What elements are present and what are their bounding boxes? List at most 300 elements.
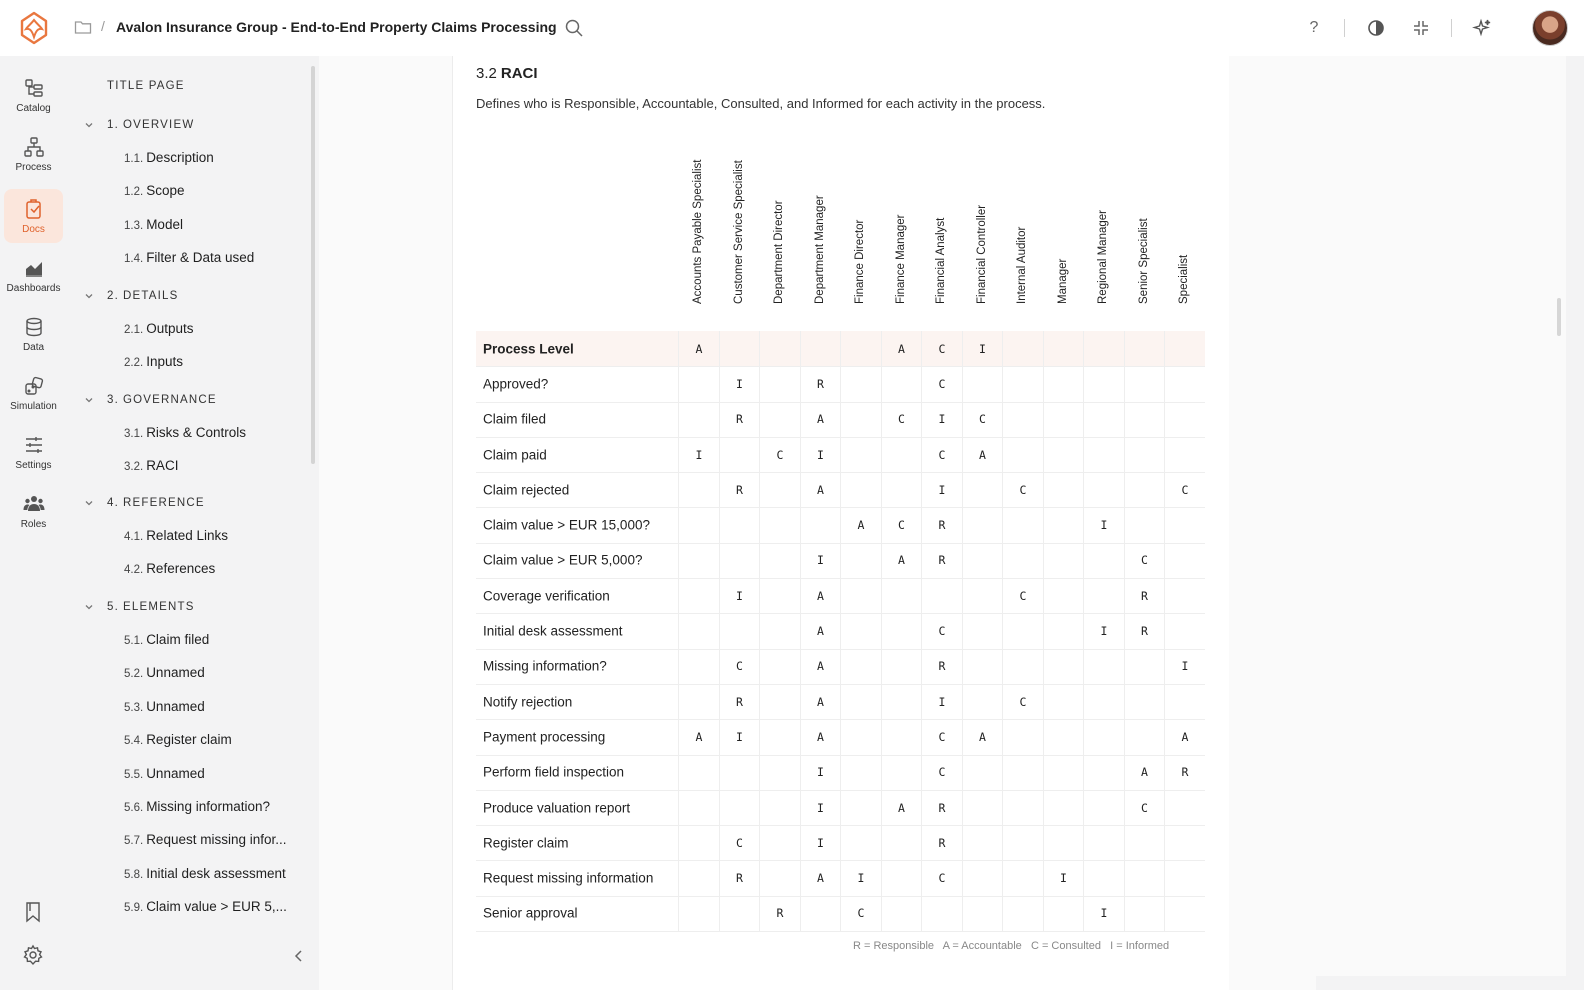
raci-cell [1043,402,1084,437]
raci-cell: C [921,861,962,896]
toc-item[interactable] [124,665,205,680]
raci-cell [1124,437,1165,472]
nav-label: Settings [15,459,52,471]
raci-cell: I [800,790,841,825]
raci-cell [1124,402,1165,437]
raci-cell [678,861,719,896]
process-icon [23,136,45,158]
nav-label: Dashboards [6,282,61,294]
raci-cell [881,684,922,719]
raci-cell [840,790,881,825]
raci-cell [1043,896,1084,931]
raci-row [476,755,1205,791]
raci-column-header [962,120,1002,316]
activity-label: Claim paid [483,447,547,463]
raci-cell [1083,719,1124,754]
toc-section-details[interactable] [107,290,178,302]
raci-row [476,896,1205,932]
raci-row [476,719,1205,755]
raci-cell [921,578,962,613]
raci-cell: C [840,896,881,931]
raci-row [476,331,1205,367]
raci-cell [840,402,881,437]
toc-section-label: OVERVIEW [123,119,195,131]
raci-cell [881,896,922,931]
toc-item-number: 5.6. [124,802,144,814]
raci-column-header [921,120,961,316]
toc-item[interactable] [124,699,205,714]
raci-cell [1164,366,1205,401]
raci-cell [962,508,1003,543]
toc-item-label: Unnamed [146,765,205,781]
toc-item-label: Model [146,216,183,232]
raci-cell [719,543,760,578]
raci-cell [1083,578,1124,613]
raci-row [476,508,1205,544]
raci-cell: C [719,649,760,684]
raci-column-header [1083,120,1123,316]
activity-label: Claim value > EUR 5,000? [483,552,643,568]
raci-cell [1043,825,1084,860]
toc-item[interactable] [124,832,287,847]
toc-item[interactable] [124,354,183,369]
raci-cell: I [719,366,760,401]
toc-item[interactable] [124,458,178,473]
raci-cell [1002,331,1043,366]
raci-cell [840,437,881,472]
role-name: Financial Analyst [935,217,947,304]
raci-cell: R [1164,755,1205,790]
chevron-down-icon[interactable] [84,395,94,408]
raci-cell: R [719,472,760,507]
raci-cell: I [921,684,962,719]
toc-item-label: Inputs [146,354,183,370]
raci-row [476,684,1205,720]
raci-cell [1124,649,1165,684]
toc-section-number: 2. [107,290,119,302]
raci-cell: R [719,402,760,437]
raci-cell [719,508,760,543]
raci-cell [1002,825,1043,860]
raci-cell: C [921,331,962,366]
raci-cell [759,684,800,719]
raci-cell: A [800,684,841,719]
page-scrollbar[interactable] [1557,298,1561,336]
toc-item-label: Scope [146,183,185,199]
raci-cell: A [678,719,719,754]
raci-cell [962,684,1003,719]
raci-cell [962,755,1003,790]
toc-item-number: 5.3. [124,701,144,714]
raci-cell: C [921,366,962,401]
toc-item[interactable] [124,799,270,814]
breadcrumb-separator: / [101,18,105,34]
raci-cell: C [881,508,922,543]
raci-cell [759,402,800,437]
toc-item-number: 2.1. [124,324,144,336]
raci-cell [1043,366,1084,401]
toc-section-elements[interactable] [107,601,195,613]
toc-section-governance[interactable] [107,394,217,406]
raci-cell [759,508,800,543]
raci-cell [678,402,719,437]
raci-cell [678,825,719,860]
raci-cell: C [921,613,962,648]
raci-cell [881,861,922,896]
raci-cell [881,719,922,754]
raci-cell: I [719,578,760,613]
raci-cell [962,896,1003,931]
toc-item[interactable] [124,250,254,265]
raci-cell [678,755,719,790]
raci-cell [800,331,841,366]
raci-column-header [800,120,840,316]
raci-cell [1043,508,1084,543]
raci-row [476,613,1205,649]
raci-cell [1043,472,1084,507]
nav-settings[interactable] [4,425,63,479]
raci-cell: A [881,790,922,825]
toc-item[interactable] [124,528,228,543]
raci-cell [719,613,760,648]
raci-cell [881,825,922,860]
app-logo-icon[interactable] [18,11,50,45]
raci-cell [1083,684,1124,719]
toc-item[interactable] [124,866,286,881]
activity-label: Approved? [483,376,549,392]
raci-cell: A [800,578,841,613]
toc-item-number: 5.5. [124,768,144,781]
raci-cell: A [800,719,841,754]
role-name: Finance Manager [894,214,907,304]
toc-item[interactable] [124,321,193,336]
raci-cell [1164,896,1205,931]
toc-item-number: 3.1. [124,428,144,440]
raci-cell [1083,543,1124,578]
raci-cell [1124,684,1165,719]
toc-item[interactable] [124,425,246,440]
role-name: Department Director [773,200,785,304]
raci-cell [962,472,1003,507]
raci-cell: I [1083,508,1124,543]
folder-icon[interactable] [74,19,92,35]
nav-dashboards[interactable] [4,248,63,302]
raci-cell [840,719,881,754]
raci-cell [1124,331,1165,366]
raci-column-header [759,120,799,316]
raci-cell [962,578,1003,613]
role-name: Financial Controller [975,204,988,304]
toc-item-number: 5.1. [124,635,144,647]
raci-cell [759,472,800,507]
raci-cell: C [921,437,962,472]
raci-row [476,825,1205,861]
chevron-down-icon[interactable] [84,120,94,133]
gear-icon[interactable] [22,944,44,966]
raci-cell [800,896,841,931]
activity-label: Produce valuation report [483,800,631,816]
toc-item-number: 1.1. [124,153,144,165]
raci-cell [759,790,800,825]
role-name: Specialist [1178,254,1190,304]
nav-roles[interactable] [4,484,63,538]
footer-strip [1316,976,1566,990]
toc-section-reference[interactable] [107,497,205,509]
raci-cell [678,472,719,507]
raci-cell [1124,719,1165,754]
toc-section-number: 1. [107,119,119,131]
role-name: Accounts Payable Specialist [692,159,704,304]
raci-cell [881,649,922,684]
raci-cell [719,755,760,790]
activity-label: Process Level [483,341,574,357]
ai-sparkle-icon[interactable] [1471,17,1493,39]
raci-cell [1043,755,1084,790]
raci-cell: A [800,649,841,684]
raci-cell [759,543,800,578]
raci-cell [1043,649,1084,684]
raci-cell: R [1124,578,1165,613]
section-number: 3.2 [476,65,497,82]
raci-cell [881,755,922,790]
nav-label: Process [15,161,52,173]
activity-label: Initial desk assessment [483,623,623,639]
raci-legend: R = Responsible A = Accountable C = Consulted I = Informed [853,940,1170,952]
nav-process[interactable] [4,127,63,181]
section-description: Defines who is Responsible, Accountable, Consulted, and Informed for each activity in the process. [476,96,1046,111]
document-title[interactable]: Avalon Insurance Group - End-to-End Property Claims Processing [116,19,557,35]
raci-cell: C [719,825,760,860]
toc-item-number: 5.9. [124,902,144,915]
raci-cell: I [800,543,841,578]
activity-label: Claim value > EUR 15,000? [483,517,650,533]
role-name: Department Manager [813,195,826,304]
role-name: Finance Director [854,219,866,304]
toc-item[interactable] [124,732,232,747]
toc-section-number: 4. [107,497,119,509]
toc-item-label: Claim value > EUR 5,... [146,899,287,915]
raci-cell [678,366,719,401]
raci-cell [719,790,760,825]
raci-cell: A [800,861,841,896]
sliders-icon [23,434,45,456]
toc-item[interactable] [124,183,184,198]
raci-cell [1164,825,1205,860]
role-name: Customer Service Specialist [732,160,745,304]
raci-cell [1002,896,1043,931]
collapse-view-icon[interactable] [1410,17,1432,39]
raci-cell [719,896,760,931]
raci-cell [1124,508,1165,543]
raci-cell: C [921,719,962,754]
content-margin [319,56,452,990]
toc-item-label: Description [146,150,214,165]
raci-cell: R [719,684,760,719]
raci-cell [1124,825,1165,860]
raci-cell [881,472,922,507]
raci-cell [759,366,800,401]
raci-cell: A [800,402,841,437]
raci-cell [1043,543,1084,578]
toc-item-number: 5.2. [124,668,144,681]
help-icon[interactable]: ? [1309,19,1319,36]
raci-cell: C [1124,790,1165,825]
raci-cell [1164,861,1205,896]
activity-label: Claim rejected [483,482,570,498]
raci-cell [1002,613,1043,648]
raci-column-header [1164,120,1204,316]
raci-cell: R [800,366,841,401]
divider [1451,19,1452,37]
raci-cell [881,578,922,613]
chevron-down-icon[interactable] [84,498,94,511]
raci-cell [759,649,800,684]
raci-column-header [719,120,759,316]
raci-column-header [678,120,718,316]
search-icon[interactable] [564,18,584,38]
toc-item[interactable] [124,217,183,232]
raci-cell [962,825,1003,860]
raci-cell: C [1002,578,1043,613]
simulation-icon [23,375,45,397]
raci-cell: C [1002,472,1043,507]
raci-cell [1124,472,1165,507]
user-avatar[interactable] [1532,10,1568,46]
nav-label: Docs [22,223,45,235]
raci-column-header [1043,120,1083,316]
toc-item[interactable] [124,632,209,647]
toc-scrollbar[interactable] [311,66,315,464]
raci-cell [759,331,800,366]
raci-cell: C [759,437,800,472]
raci-cell: A [962,437,1003,472]
raci-cell [1164,402,1205,437]
raci-cell: A [881,543,922,578]
activity-label: Perform field inspection [483,764,625,780]
toc-item[interactable] [124,766,205,781]
toc-item-label: Register claim [146,732,232,748]
raci-cell: R [921,508,962,543]
docs-icon [23,198,45,220]
raci-cell: C [1164,472,1205,507]
toc-item[interactable] [124,561,215,576]
toc-item[interactable] [124,899,287,914]
raci-cell [840,331,881,366]
nav-label: Simulation [10,400,57,412]
toc-item-label: Unnamed [146,698,205,714]
raci-cell [1164,613,1205,648]
nav-simulation[interactable] [4,366,63,420]
toc-item[interactable] [124,150,214,165]
catalog-icon [23,77,45,99]
raci-cell: R [921,649,962,684]
nav-docs[interactable] [4,189,63,243]
raci-cell [1083,755,1124,790]
bookmark-icon[interactable] [22,901,44,923]
raci-cell [719,331,760,366]
raci-cell: I [1043,861,1084,896]
raci-cell [1083,437,1124,472]
raci-cell [1043,578,1084,613]
raci-cell [1083,649,1124,684]
raci-cell [881,366,922,401]
content-margin [1229,56,1566,990]
toc-section-label: GOVERNANCE [123,394,217,406]
toc-title-page[interactable]: TITLE PAGE [107,80,185,92]
chevron-down-icon[interactable] [84,602,94,615]
raci-cell [1083,861,1124,896]
raci-cell [1043,437,1084,472]
raci-cell: A [800,472,841,507]
database-icon [23,316,45,338]
raci-cell: R [1124,613,1165,648]
section-heading [476,65,538,82]
raci-cell [1002,543,1043,578]
raci-cell [759,755,800,790]
raci-cell [840,825,881,860]
raci-cell [1083,825,1124,860]
raci-column-header [840,120,880,316]
toc-item-number: 1.3. [124,219,144,232]
raci-cell [1002,508,1043,543]
toc-section-number: 3. [107,394,119,406]
toc-item-number: 5.4. [124,735,144,748]
raci-cell [759,861,800,896]
toc-item-label: References [146,561,216,577]
toc-item-label: Risks & Controls [146,425,246,440]
raci-cell [1083,366,1124,401]
table-of-contents [67,56,319,990]
raci-row [476,861,1205,897]
raci-cell [678,613,719,648]
nav-catalog[interactable] [4,68,63,122]
toc-item-label: Filter & Data used [146,250,255,266]
nav-data[interactable] [4,307,63,361]
raci-cell: I [921,472,962,507]
toc-item-number: 3.2. [124,461,144,474]
raci-cell [840,684,881,719]
raci-cell [962,366,1003,401]
toc-section-label: DETAILS [123,290,179,302]
raci-cell: C [1124,543,1165,578]
raci-column-header [1002,120,1042,316]
raci-cell: I [800,825,841,860]
raci-cell: C [962,402,1003,437]
raci-cell: I [840,861,881,896]
toc-section-overview[interactable] [107,119,194,131]
raci-cell [840,472,881,507]
role-name: Senior Specialist [1137,218,1150,304]
raci-cell: I [1083,896,1124,931]
raci-cell [840,613,881,648]
raci-row [476,578,1205,614]
role-name: Internal Auditor [1016,226,1028,304]
raci-cell [1002,437,1043,472]
chevron-down-icon[interactable] [84,291,94,304]
raci-cell [1043,684,1084,719]
raci-cell [759,613,800,648]
collapse-panel-icon[interactable] [292,946,308,966]
toc-item-label: Unnamed [146,665,205,681]
raci-row [476,472,1205,508]
theme-toggle-icon[interactable] [1365,17,1387,39]
raci-cell: C [1002,684,1043,719]
raci-cell: I [962,331,1003,366]
role-name: Manager [1056,258,1069,304]
raci-cell [678,578,719,613]
toc-item-label: RACI [146,458,179,474]
raci-row [476,790,1205,826]
